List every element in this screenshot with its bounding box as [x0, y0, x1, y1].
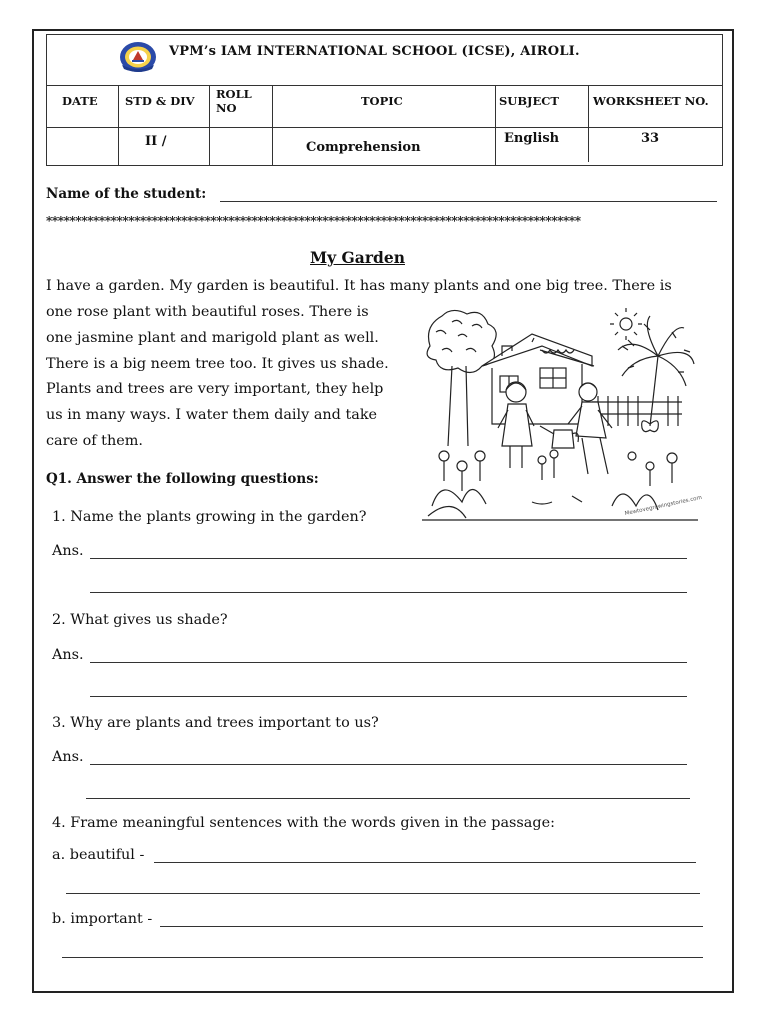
q4-item-a: a. beautiful -: [52, 847, 145, 863]
header-worksheet-no: WORKSHEET NO.: [593, 94, 709, 108]
passage-line: care of them.: [46, 433, 143, 449]
header-std-div: STD & DIV: [125, 94, 195, 108]
answer-line[interactable]: [86, 798, 690, 799]
garden-illustration: [422, 306, 698, 524]
value-std-div: II /: [145, 134, 167, 149]
sentence-line[interactable]: [154, 862, 696, 863]
school-logo: [118, 40, 158, 74]
header-topic: TOPIC: [361, 94, 403, 108]
answer-line[interactable]: [90, 764, 687, 765]
header-date: DATE: [62, 94, 98, 108]
answer-line[interactable]: [90, 592, 687, 593]
question-1: 1. Name the plants growing in the garden?: [52, 509, 367, 525]
student-name-field[interactable]: [220, 201, 717, 202]
ans-label: Ans.: [52, 647, 84, 663]
question-3: 3. Why are plants and trees important to us?: [52, 715, 379, 731]
sentence-line[interactable]: [66, 893, 700, 894]
school-name: VPM’s IAM INTERNATIONAL SCHOOL (ICSE), AIROLI.: [169, 44, 580, 59]
passage-line: I have a garden. My garden is beautiful. It has many plants and one big tree. There is: [46, 278, 672, 294]
table-rule: [209, 85, 210, 166]
image-credit: Mewtovegrowingstories.com: [624, 494, 703, 518]
table-rule: [46, 85, 723, 86]
passage-title: My Garden: [310, 248, 405, 267]
ans-label: Ans.: [52, 543, 84, 559]
table-rule: [272, 85, 273, 166]
value-worksheet-no: 33: [641, 131, 660, 146]
separator-line: *******************************************************************************************: [46, 214, 581, 228]
header-roll-no: ROLL NO: [216, 87, 252, 115]
table-rule: [118, 85, 119, 166]
question-2: 2. What gives us shade?: [52, 612, 228, 628]
value-topic: Comprehension: [306, 140, 421, 155]
passage-line: us in many ways. I water them daily and take: [46, 407, 378, 423]
passage-line: There is a big neem tree too. It gives us shade.: [46, 356, 389, 372]
table-rule: [588, 85, 589, 162]
passage-line: one jasmine plant and marigold plant as well.: [46, 330, 379, 346]
answer-line[interactable]: [90, 696, 687, 697]
header-subject: SUBJECT: [499, 94, 559, 108]
passage-line: one rose plant with beautiful roses. There is: [46, 304, 369, 320]
q4-item-b: b. important -: [52, 911, 153, 927]
q1-heading: Q1. Answer the following questions:: [46, 471, 319, 487]
table-rule: [46, 127, 723, 128]
ans-label: Ans.: [52, 749, 84, 765]
sentence-line[interactable]: [160, 926, 703, 927]
answer-line[interactable]: [90, 558, 687, 559]
table-rule: [495, 85, 496, 166]
answer-line[interactable]: [90, 662, 687, 663]
value-subject: English: [504, 131, 560, 146]
student-name-label: Name of the student:: [46, 186, 207, 202]
sentence-line[interactable]: [62, 957, 703, 958]
q4-heading: 4. Frame meaningful sentences with the words given in the passage:: [52, 815, 555, 831]
passage-line: Plants and trees are very important, they help: [46, 381, 384, 397]
